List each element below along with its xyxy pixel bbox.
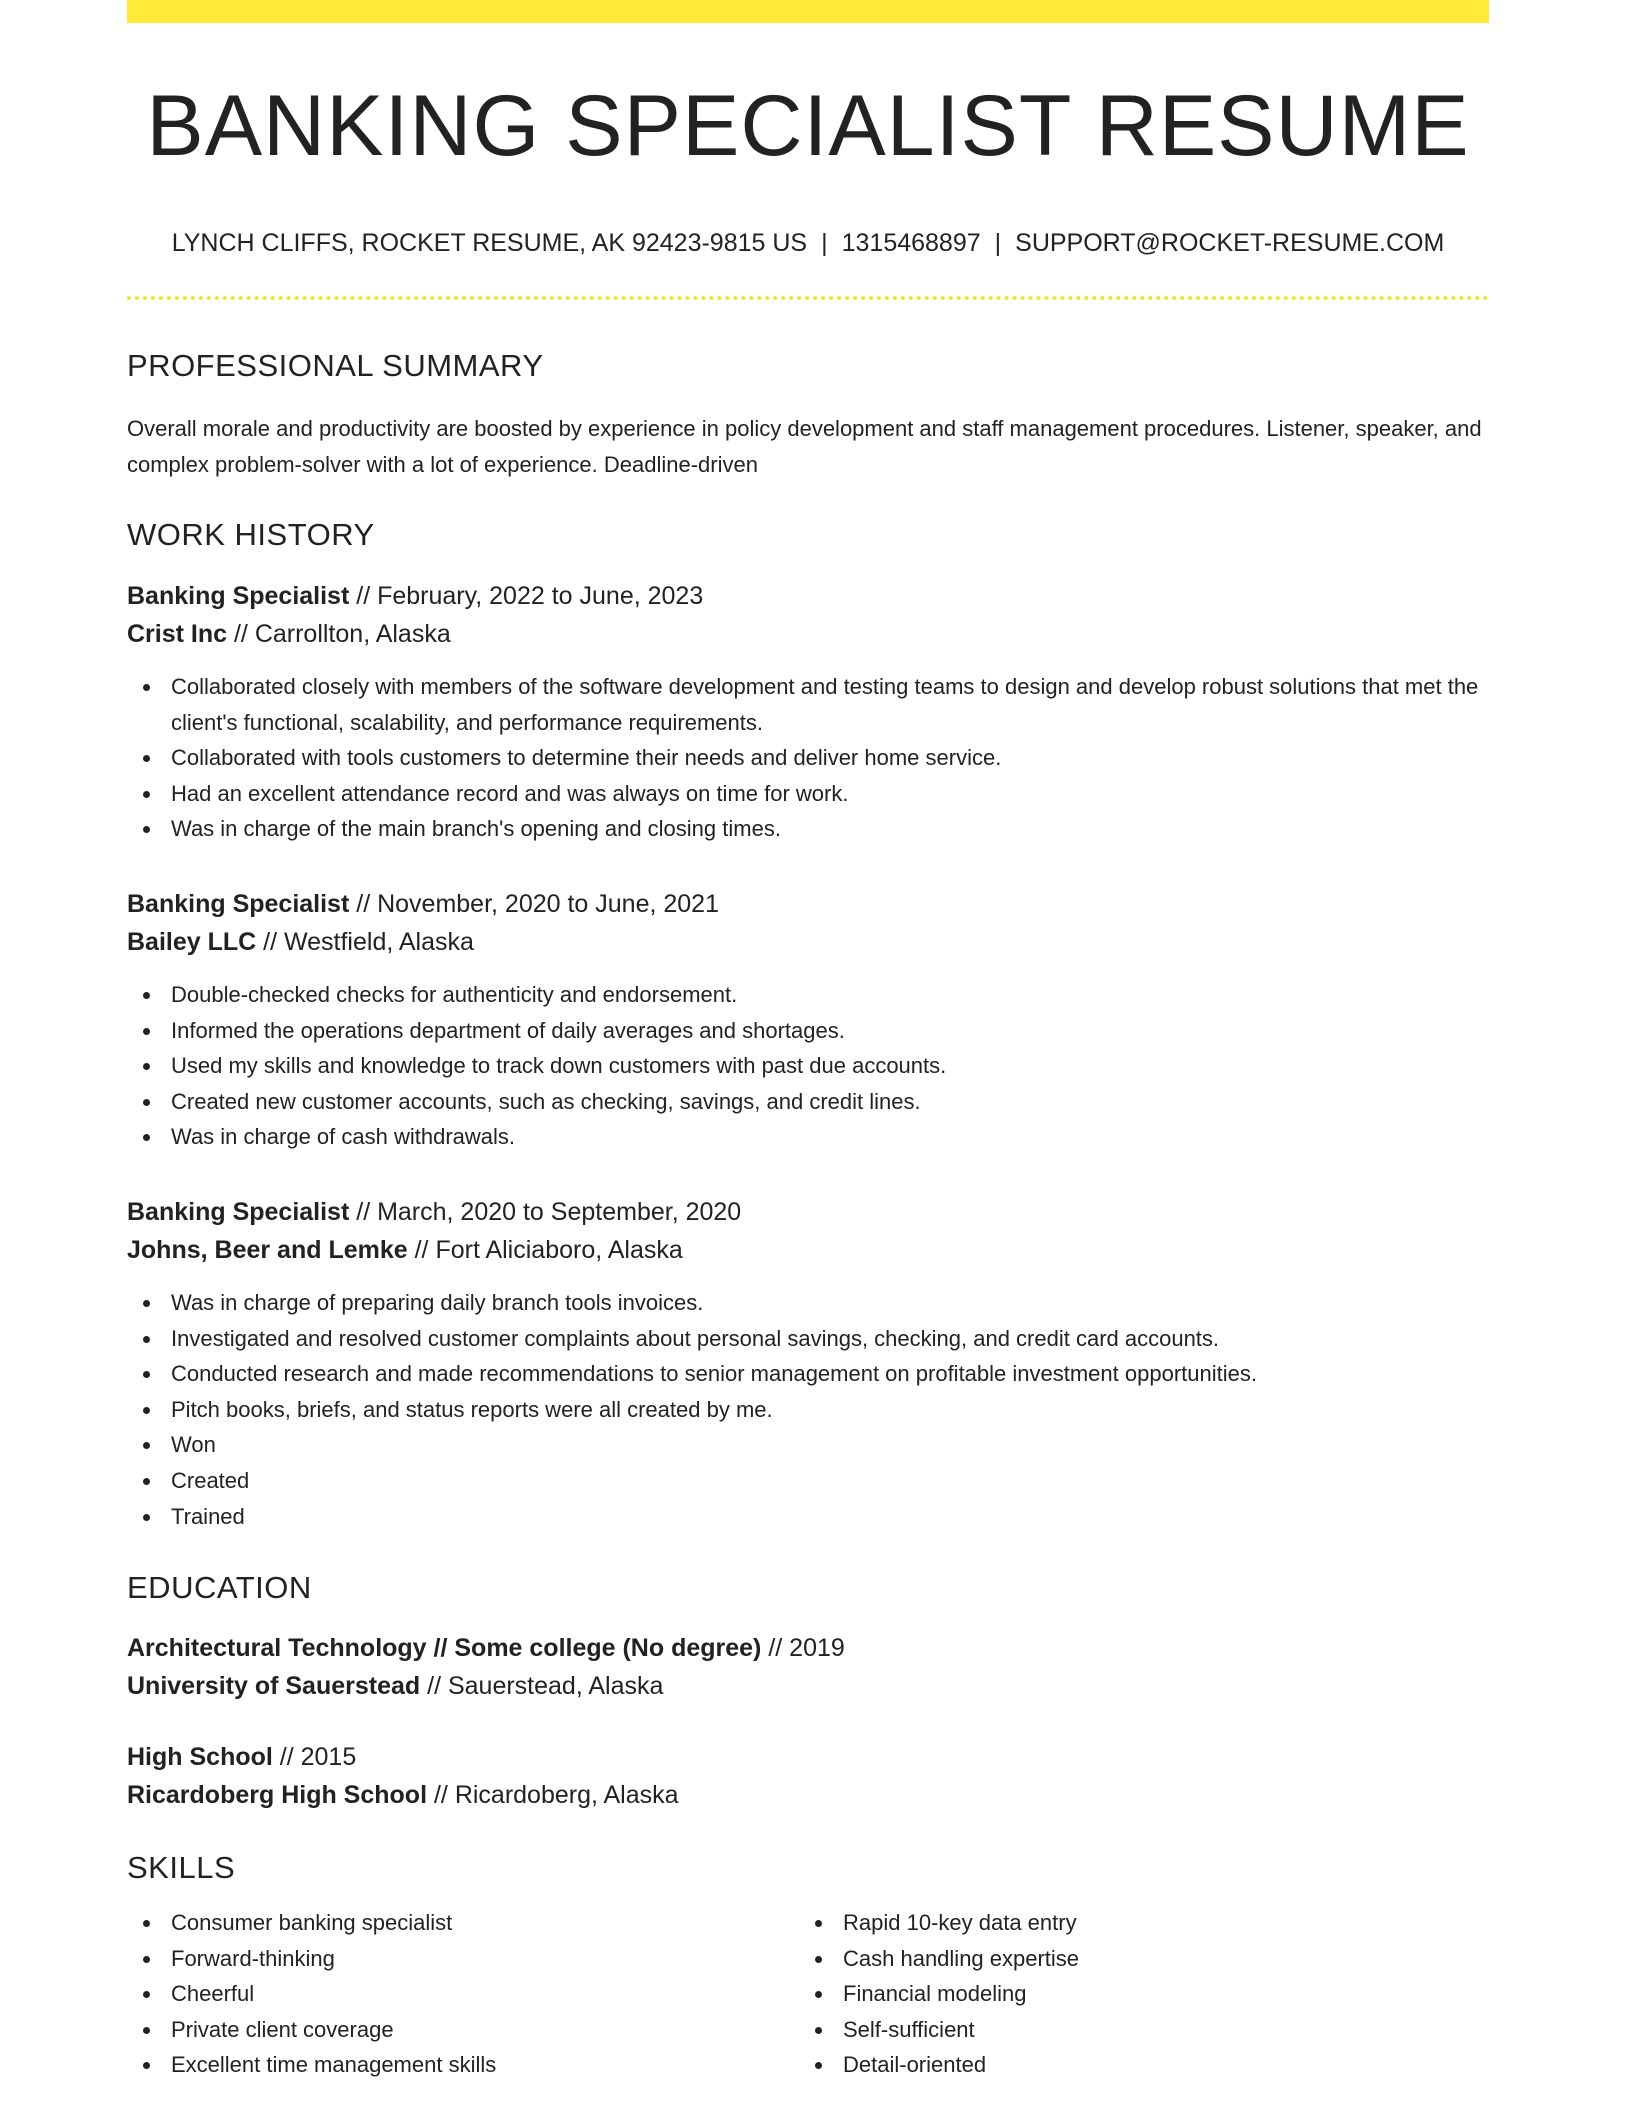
education-school-line <box>127 1776 1489 1814</box>
skill-item: Cheerful <box>127 1976 799 2012</box>
list-item: Was in charge of preparing daily branch tools invoices. <box>127 1285 1489 1321</box>
list-item: Investigated and resolved customer complaints about personal savings, checking, and credit card accounts. <box>127 1321 1489 1357</box>
job-title-line <box>127 885 1489 923</box>
list-item: Had an excellent attendance record and was always on time for work. <box>127 776 1489 812</box>
job-dates: // February, 2022 to June, 2023 <box>349 582 704 610</box>
skills-section <box>127 1852 1489 2083</box>
list-item: Was in charge of cash withdrawals. <box>127 1119 1489 1155</box>
contact-email: SUPPORT@ROCKET-RESUME.COM <box>1015 229 1445 257</box>
list-item: Created <box>127 1463 1489 1499</box>
skill-item: Self-sufficient <box>799 2012 1489 2048</box>
job-title-line <box>127 1193 1489 1231</box>
job-company: Johns, Beer and Lemke <box>127 1235 408 1264</box>
education-degree-line <box>127 1738 1489 1776</box>
contact-line <box>127 231 1489 256</box>
education-section <box>127 1572 1489 1814</box>
job-company-line <box>127 923 1489 961</box>
list-item: Created new customer accounts, such as checking, savings, and credit lines. <box>127 1084 1489 1120</box>
education-degree: High School <box>127 1743 273 1772</box>
education-year: // 2019 <box>761 1634 845 1663</box>
summary-section <box>127 350 1489 483</box>
header-divider <box>127 296 1489 300</box>
list-item: Informed the operations department of daily averages and shortages. <box>127 1013 1489 1049</box>
job-dates: // November, 2020 to June, 2021 <box>349 889 719 918</box>
education-degree-line <box>127 1629 1489 1667</box>
list-item: Double-checked checks for authenticity and endorsement. <box>127 977 1489 1013</box>
list-item: Pitch books, briefs, and status reports were all created by me. <box>127 1392 1489 1428</box>
list-item: Conducted research and made recommendations to senior management on profitable investment opportunities. <box>127 1356 1489 1392</box>
skill-item: Excellent time management skills <box>127 2047 799 2083</box>
education-year: // 2015 <box>272 1743 357 1772</box>
education-location: // Ricardoberg, Alaska <box>427 1781 679 1810</box>
skill-item: Consumer banking specialist <box>127 1905 799 1941</box>
skills-list-left <box>127 1905 799 2083</box>
job-entry <box>127 1193 1489 1534</box>
job-company-line <box>127 615 1489 653</box>
education-school: University of Sauerstead <box>127 1672 421 1701</box>
job-bullets <box>127 669 1489 847</box>
contact-address: LYNCH CLIFFS, ROCKET RESUME, AK 92423-9815 US <box>171 229 808 257</box>
skill-item: Private client coverage <box>127 2012 799 2048</box>
list-item: Collaborated with tools customers to determine their needs and deliver home service. <box>127 740 1489 776</box>
skills-list-right <box>799 1905 1489 2083</box>
skill-item: Financial modeling <box>799 1976 1489 2012</box>
job-entry <box>127 885 1489 1155</box>
skills-heading: SKILLS <box>127 1850 236 1886</box>
list-item: Used my skills and knowledge to track down customers with past due accounts. <box>127 1048 1489 1084</box>
job-bullets <box>127 977 1489 1155</box>
education-degree: Architectural Technology // Some college (No degree) <box>127 1634 762 1663</box>
job-title-line <box>127 577 1489 615</box>
job-title: Banking Specialist <box>127 1197 350 1226</box>
education-school-line <box>127 1667 1489 1705</box>
summary-text: Overall morale and productivity are boosted by experience in policy development and staff management procedures. Listener, speaker, and complex problem-solver with a lot of experience. Deadline-driven <box>127 416 1482 477</box>
skill-item: Detail-oriented <box>799 2047 1489 2083</box>
education-entry <box>127 1738 1489 1814</box>
job-company: Bailey LLC <box>127 927 257 956</box>
job-title: Banking Specialist <box>127 582 350 610</box>
summary-heading: PROFESSIONAL SUMMARY <box>127 348 544 383</box>
list-item: Collaborated closely with members of the software development and testing teams to design and develop robust solutions that met the client's functional, scalability, and performance requirements. <box>127 669 1489 740</box>
list-item: Won <box>127 1427 1489 1463</box>
job-company: Crist Inc <box>127 620 228 648</box>
list-item: Trained <box>127 1499 1489 1535</box>
skill-item: Rapid 10-key data entry <box>799 1905 1489 1941</box>
contact-separator: | <box>994 229 1002 257</box>
education-heading: EDUCATION <box>127 1570 312 1606</box>
work-heading: WORK HISTORY <box>127 517 375 552</box>
education-location: // Sauerstead, Alaska <box>420 1672 664 1701</box>
accent-bar <box>127 0 1489 23</box>
skill-item: Forward-thinking <box>127 1941 799 1977</box>
education-school: Ricardoberg High School <box>127 1781 428 1810</box>
job-entry <box>127 577 1489 847</box>
job-location: // Carrollton, Alaska <box>227 620 451 648</box>
job-location: // Westfield, Alaska <box>256 927 474 956</box>
education-entry <box>127 1629 1489 1705</box>
job-title: Banking Specialist <box>127 889 350 918</box>
skill-item: Cash handling expertise <box>799 1941 1489 1977</box>
work-section <box>127 519 1489 1534</box>
job-bullets <box>127 1285 1489 1534</box>
skills-columns <box>127 1905 1489 2083</box>
resume-page <box>127 0 1489 2083</box>
job-company-line <box>127 1231 1489 1269</box>
contact-separator: | <box>821 229 828 257</box>
contact-phone: 1315468897 <box>841 229 981 257</box>
job-location: // Fort Aliciaboro, Alaska <box>407 1235 683 1264</box>
job-dates: // March, 2020 to September, 2020 <box>349 1197 742 1226</box>
resume-title: BANKING SPECIALIST RESUME <box>146 78 1470 174</box>
list-item: Was in charge of the main branch's opening and closing times. <box>127 811 1489 847</box>
